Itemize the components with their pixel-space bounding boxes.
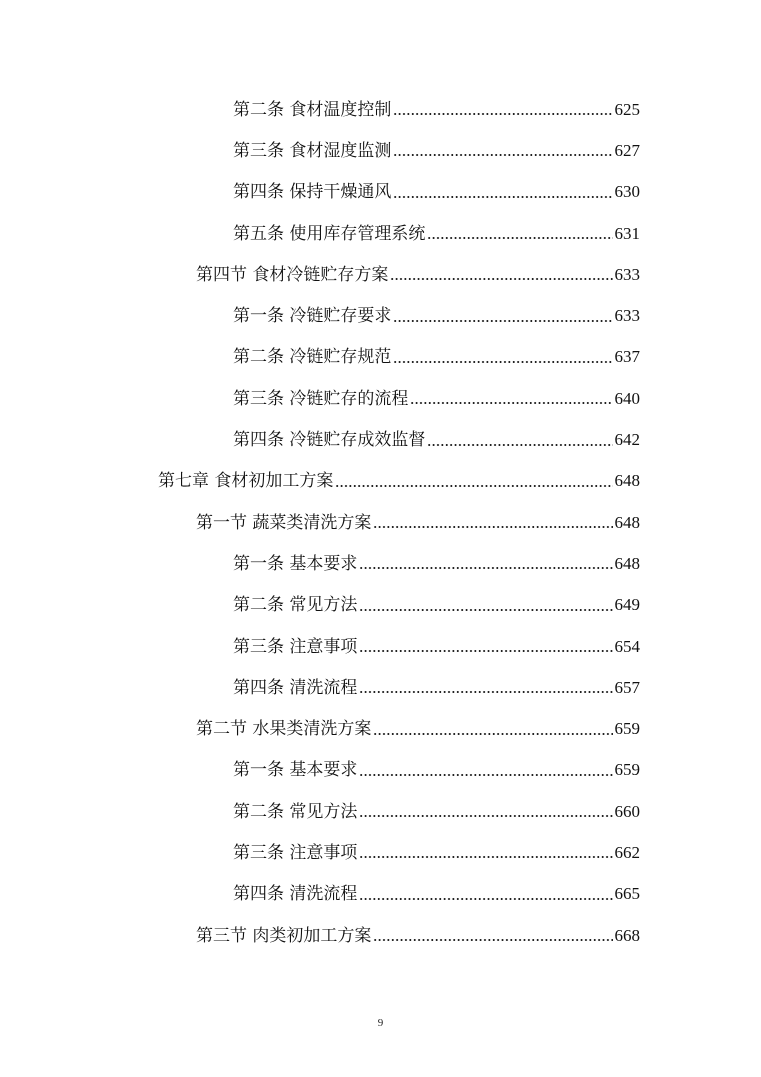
toc-entry-page: 657 <box>614 677 640 697</box>
toc-entry-label: 第三条 注意事项 <box>233 842 358 863</box>
toc-entry-page: 642 <box>614 430 640 450</box>
dot-leader <box>359 815 612 817</box>
toc-entry-label: 第二节 水果类清洗方案 <box>196 719 372 740</box>
toc-entry[interactable] <box>0 419 761 460</box>
toc-entry-page: 668 <box>614 925 640 945</box>
toc-entry[interactable] <box>0 543 761 584</box>
toc-entry-label: 第四节 食材冷链贮存方案 <box>196 264 389 285</box>
toc-entry[interactable] <box>0 667 761 708</box>
dot-leader <box>427 444 612 446</box>
toc-entry-label: 第七章 食材初加工方案 <box>158 471 334 492</box>
toc-entry[interactable] <box>0 874 761 915</box>
toc-entry[interactable] <box>0 832 761 873</box>
toc-entry[interactable] <box>0 337 761 378</box>
toc-entry-page: 660 <box>614 801 640 821</box>
toc-entry[interactable] <box>0 502 761 543</box>
toc-entry-label: 第一条 基本要求 <box>233 553 358 574</box>
toc-entry-page: 665 <box>614 884 640 904</box>
dot-leader <box>359 567 612 569</box>
dot-leader <box>410 402 612 404</box>
toc-entry-label: 第四条 冷链贮存成效监督 <box>233 430 426 451</box>
toc-entry-label: 第四条 保持干燥通风 <box>233 182 392 203</box>
toc-entry-label: 第一条 基本要求 <box>233 760 358 781</box>
dot-leader <box>393 361 612 363</box>
toc-entry-label: 第一条 冷链贮存要求 <box>233 306 392 327</box>
toc-entry-page: 637 <box>614 347 640 367</box>
toc-entry-label: 第二条 食材温度控制 <box>233 99 392 120</box>
dot-leader <box>359 898 612 900</box>
dot-leader <box>373 939 612 941</box>
dot-leader <box>359 650 612 652</box>
toc-entry[interactable] <box>0 130 761 171</box>
toc-entry-label: 第三条 食材湿度监测 <box>233 140 392 161</box>
toc-entry-page: 648 <box>614 512 640 532</box>
dot-leader <box>359 609 612 611</box>
toc-entry[interactable] <box>0 750 761 791</box>
toc-entry[interactable] <box>0 708 761 749</box>
dot-leader <box>373 733 612 735</box>
toc-entry-label: 第二条 常见方法 <box>233 595 358 616</box>
toc-entry[interactable] <box>0 791 761 832</box>
table-of-contents <box>0 89 761 956</box>
toc-entry-page: 633 <box>614 264 640 284</box>
dot-leader <box>390 278 612 280</box>
toc-entry-page: 633 <box>614 306 640 326</box>
toc-entry-page: 640 <box>614 388 640 408</box>
toc-entry-label: 第三节 肉类初加工方案 <box>196 925 372 946</box>
toc-entry[interactable] <box>0 213 761 254</box>
toc-entry[interactable] <box>0 254 761 295</box>
toc-entry[interactable] <box>0 172 761 213</box>
toc-entry-page: 649 <box>614 595 640 615</box>
toc-entry[interactable] <box>0 461 761 502</box>
toc-entry-page: 659 <box>614 719 640 739</box>
dot-leader <box>335 485 612 487</box>
toc-entry-page: 625 <box>614 99 640 119</box>
toc-entry-label: 第二条 常见方法 <box>233 801 358 822</box>
dot-leader <box>359 774 612 776</box>
toc-entry-label: 第四条 清洗流程 <box>233 677 358 698</box>
toc-entry-page: 654 <box>614 636 640 656</box>
toc-entry-page: 631 <box>614 223 640 243</box>
toc-entry-label: 第四条 清洗流程 <box>233 884 358 905</box>
toc-entry-page: 659 <box>614 760 640 780</box>
page-number: 9 <box>377 1017 384 1029</box>
dot-leader <box>359 691 612 693</box>
dot-leader <box>393 320 612 322</box>
toc-entry[interactable] <box>0 626 761 667</box>
toc-entry-label: 第二条 冷链贮存规范 <box>233 347 392 368</box>
toc-entry-label: 第一节 蔬菜类清洗方案 <box>196 512 372 533</box>
toc-entry-page: 662 <box>614 842 640 862</box>
dot-leader <box>393 196 612 198</box>
toc-entry-page: 648 <box>614 471 640 491</box>
toc-entry[interactable] <box>0 585 761 626</box>
toc-entry-page: 627 <box>614 140 640 160</box>
dot-leader <box>393 154 612 156</box>
toc-entry-label: 第五条 使用库存管理系统 <box>233 223 426 244</box>
toc-entry[interactable] <box>0 295 761 336</box>
dot-leader <box>359 856 612 858</box>
toc-entry[interactable] <box>0 89 761 130</box>
dot-leader <box>393 113 612 115</box>
toc-entry-label: 第三条 冷链贮存的流程 <box>233 388 409 409</box>
dot-leader <box>373 526 612 528</box>
toc-entry-page: 648 <box>614 553 640 573</box>
toc-entry-label: 第三条 注意事项 <box>233 636 358 657</box>
toc-entry-page: 630 <box>614 182 640 202</box>
toc-entry[interactable] <box>0 378 761 419</box>
toc-entry[interactable] <box>0 915 761 956</box>
dot-leader <box>427 237 612 239</box>
